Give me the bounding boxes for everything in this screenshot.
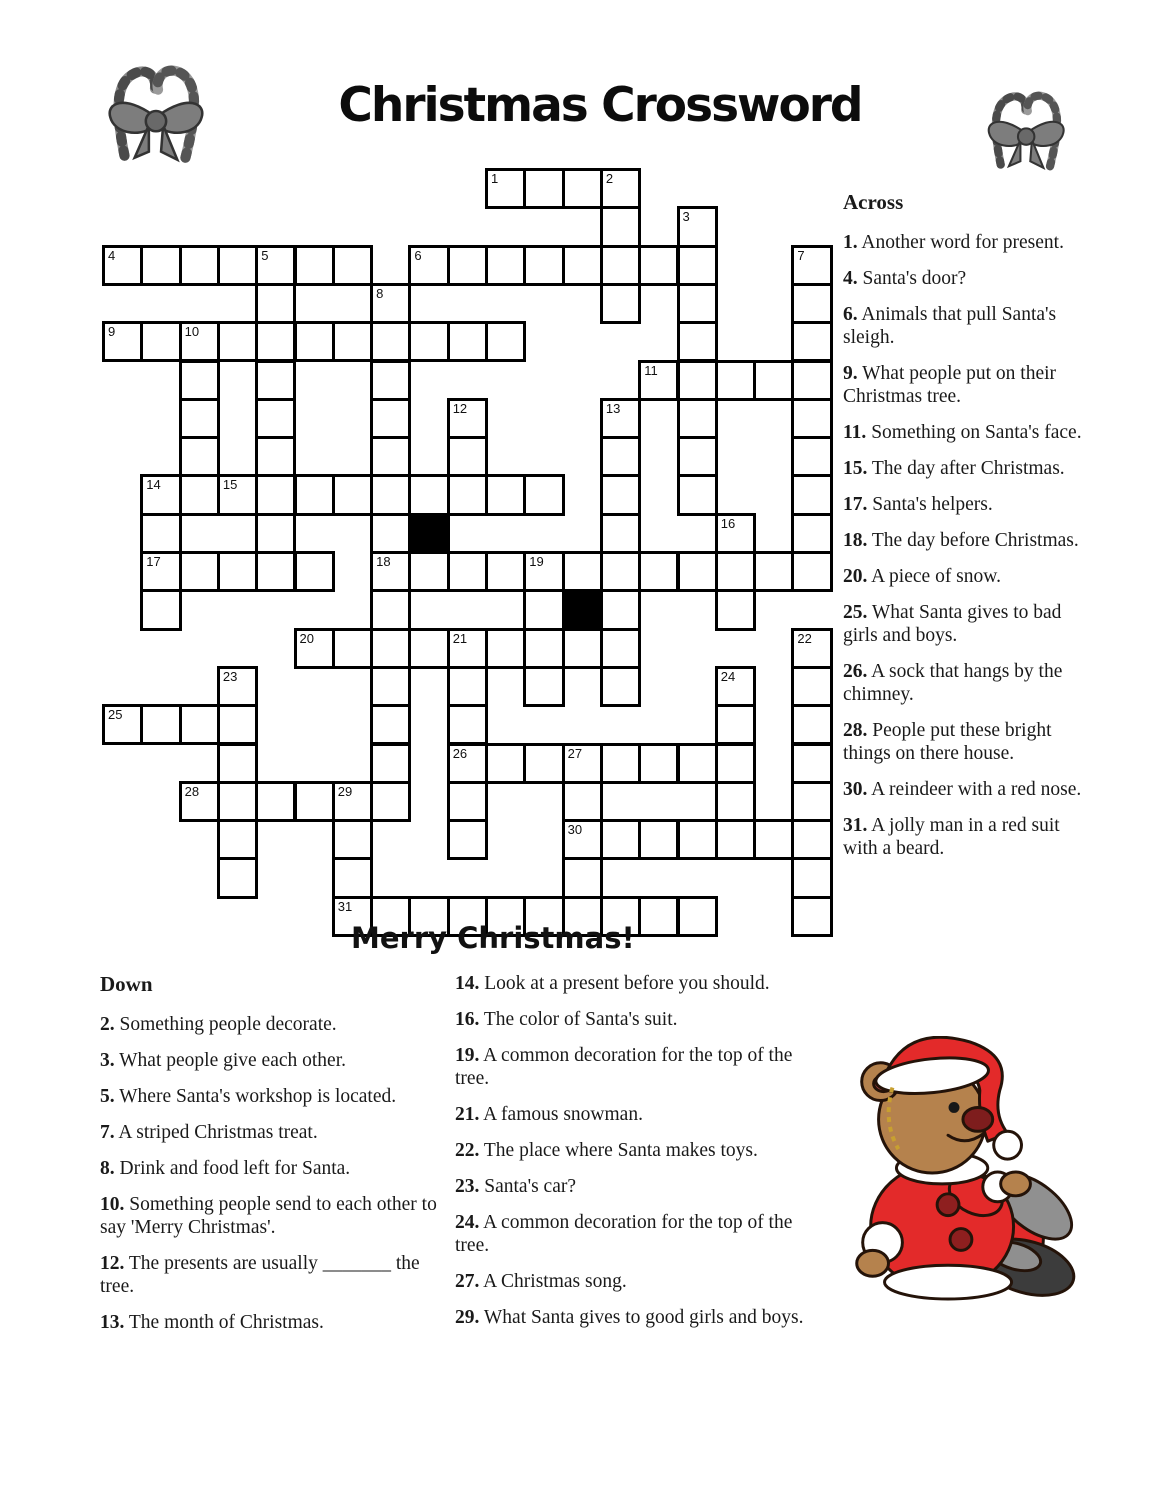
grid-cell[interactable] (677, 474, 718, 515)
grid-cell[interactable] (523, 743, 564, 784)
grid-cell[interactable] (523, 474, 564, 515)
clue-item: 28. People put these bright things on there house. (843, 720, 1052, 764)
cell-number: 24 (720, 668, 736, 684)
clue-item: 16. The color of Santa's suit. (455, 1009, 678, 1030)
cell-number: 5 (261, 247, 269, 263)
clue-item: 7. A striped Christmas treat. (100, 1122, 318, 1143)
grid-cell[interactable] (523, 168, 564, 209)
clue-item: 18. The day before Christmas. (843, 530, 1079, 551)
grid-cell[interactable] (677, 283, 718, 324)
cell-number: 14 (146, 477, 161, 493)
clue-number: 7. (100, 1122, 115, 1143)
cell-number: 26 (452, 745, 468, 761)
grid-cell[interactable] (140, 589, 181, 630)
grid-cell[interactable] (408, 628, 449, 669)
grid-cell[interactable] (102, 704, 143, 745)
grid-cell[interactable] (370, 743, 411, 784)
grid-cell[interactable] (715, 819, 756, 860)
grid-cell[interactable] (370, 628, 411, 669)
grid-cell[interactable] (791, 436, 832, 477)
grid-cell[interactable] (562, 743, 603, 784)
grid-cell[interactable] (523, 589, 564, 630)
grid-cell[interactable] (102, 245, 143, 286)
clue-number: 15. (843, 458, 868, 479)
grid-cell[interactable] (217, 781, 258, 822)
grid-cell[interactable] (447, 628, 488, 669)
grid-cell[interactable] (255, 283, 296, 324)
clue-item: 13. The month of Christmas. (100, 1312, 324, 1333)
clue-number: 26. (843, 661, 868, 682)
grid-cell[interactable] (370, 551, 411, 592)
grid-cell[interactable] (600, 436, 641, 477)
grid-cell[interactable] (677, 551, 718, 592)
clue-item: 23. Santa's car? (455, 1176, 577, 1197)
grid-cell[interactable] (753, 819, 794, 860)
clue-number: 17. (843, 494, 868, 515)
grid-cell[interactable] (140, 474, 181, 515)
grid-cell[interactable] (217, 245, 258, 286)
cell-number: 19 (529, 554, 544, 569)
grid-cell[interactable] (408, 474, 449, 515)
grid-cell[interactable] (294, 781, 335, 822)
cell-number: 16 (720, 515, 736, 531)
grid-cell[interactable] (638, 896, 679, 937)
grid-cell[interactable] (562, 628, 603, 669)
grid-cell[interactable] (332, 245, 373, 286)
grid-cell[interactable] (255, 398, 296, 439)
grid-cell[interactable] (447, 245, 488, 286)
grid-cell[interactable] (715, 781, 756, 822)
grid-cell[interactable] (485, 743, 526, 784)
grid-cell[interactable] (715, 743, 756, 784)
clue-number: 30. (843, 779, 868, 800)
grid-cell[interactable] (753, 551, 794, 592)
cell-number: 31 (337, 898, 353, 914)
grid-cell[interactable] (255, 321, 296, 362)
grid-cell[interactable] (332, 628, 373, 669)
clue-item: 24. A common decoration for the top of the tree. (455, 1212, 793, 1256)
cell-number: 25 (108, 707, 123, 723)
grid-cell[interactable] (791, 283, 832, 324)
grid-cell[interactable] (791, 551, 832, 592)
grid-cell[interactable] (217, 819, 258, 860)
grid-cell[interactable] (791, 474, 832, 515)
candy-canes-icon (976, 78, 1078, 182)
grid-cell[interactable] (255, 781, 296, 822)
grid-cell[interactable] (255, 360, 296, 401)
grid-cell[interactable] (523, 551, 564, 592)
down-clues-column-2-section (455, 972, 817, 1342)
grid-cell[interactable] (179, 360, 220, 401)
clue-item: 25. What Santa gives to bad girls and boys. (843, 602, 1062, 646)
grid-cell[interactable] (715, 360, 756, 401)
grid-cell[interactable] (447, 436, 488, 477)
cell-number: 17 (146, 554, 161, 569)
clue-item: 27. A Christmas song. (455, 1271, 627, 1292)
clue-item: 30. A reindeer with a red nose. (843, 779, 1082, 800)
grid-cell[interactable] (638, 551, 679, 592)
grid-cell[interactable] (179, 245, 220, 286)
across-clues-section (843, 190, 1086, 873)
grid-cell[interactable] (140, 551, 181, 592)
clue-number: 13. (100, 1312, 125, 1333)
grid-cell[interactable] (715, 551, 756, 592)
grid-cell[interactable] (677, 743, 718, 784)
grid-cell[interactable] (562, 819, 603, 860)
grid-cell[interactable] (294, 245, 335, 286)
grid-cell[interactable] (294, 474, 335, 515)
grid-cell[interactable] (791, 743, 832, 784)
grid-cell[interactable] (753, 360, 794, 401)
grid-cell[interactable] (447, 398, 488, 439)
cell-number: 9 (108, 324, 116, 340)
across-header: Across (843, 190, 904, 214)
grid-cell[interactable] (715, 589, 756, 630)
grid-cell[interactable] (600, 513, 641, 554)
grid-cell[interactable] (217, 666, 258, 707)
cell-number: 30 (567, 822, 583, 838)
grid-cell[interactable] (600, 628, 641, 669)
clue-number: 1. (843, 232, 858, 253)
grid-cell[interactable] (370, 589, 411, 630)
grid-cell[interactable] (791, 704, 832, 745)
grid-cell[interactable] (677, 360, 718, 401)
clue-number: 3. (100, 1050, 115, 1071)
cell-number: 4 (108, 247, 116, 263)
grid-cell[interactable] (791, 513, 832, 554)
grid-cell[interactable] (370, 398, 411, 439)
grid-cell[interactable] (677, 206, 718, 247)
cell-number: 29 (337, 783, 353, 799)
grid-cell[interactable] (179, 781, 220, 822)
cell-number: 11 (644, 362, 658, 378)
grid-cell[interactable] (523, 245, 564, 286)
clue-number: 12. (100, 1253, 125, 1274)
clue-number: 4. (843, 268, 858, 289)
grid-cell[interactable] (294, 321, 335, 362)
cell-number: 1 (491, 171, 499, 186)
clue-item: 20. A piece of snow. (843, 566, 1001, 587)
grid-cell[interactable] (255, 551, 296, 592)
across-clues-list (843, 231, 1086, 860)
clue-item: 29. What Santa gives to good girls and boys. (455, 1307, 804, 1328)
clue-number: 19. (455, 1045, 480, 1066)
grid-cell[interactable] (447, 666, 488, 707)
cell-number: 3 (682, 209, 690, 225)
grid-cell[interactable] (140, 245, 181, 286)
grid-cell[interactable] (370, 666, 411, 707)
grid-cell[interactable] (485, 628, 526, 669)
clue-item: 10. Something people send to each other to say 'Merry Christmas'. (100, 1194, 437, 1238)
grid-cell[interactable] (408, 245, 449, 286)
clue-number: 8. (100, 1158, 115, 1179)
grid-cell[interactable] (370, 513, 411, 554)
grid-cell[interactable] (294, 551, 335, 592)
grid-cell[interactable] (370, 283, 411, 324)
grid-cell[interactable] (370, 436, 411, 477)
grid-cell[interactable] (179, 398, 220, 439)
grid-cell[interactable] (600, 398, 641, 439)
grid-cell[interactable] (332, 321, 373, 362)
down-header: Down (100, 972, 153, 996)
grid-cell[interactable] (255, 474, 296, 515)
grid-cell[interactable] (677, 819, 718, 860)
grid-cell[interactable] (638, 245, 679, 286)
cell-number: 27 (567, 745, 583, 761)
cell-number: 6 (414, 247, 422, 263)
grid-cell[interactable] (179, 436, 220, 477)
cell-number: 28 (184, 783, 200, 799)
clue-item: 1. Another word for present. (843, 232, 1064, 253)
grid-cell[interactable] (791, 819, 832, 860)
down-clues-column-2 (455, 972, 817, 1329)
cell-number: 22 (797, 630, 812, 646)
clue-number: 31. (843, 815, 868, 836)
grid-cell[interactable] (791, 628, 832, 669)
grid-cell[interactable] (600, 474, 641, 515)
grid-cell[interactable] (715, 666, 756, 707)
grid-cell[interactable] (791, 245, 832, 286)
grid-cell[interactable] (447, 819, 488, 860)
clue-item: 22. The place where Santa makes toys. (455, 1140, 758, 1161)
grid-cell[interactable] (562, 245, 603, 286)
grid-cell-black (562, 589, 603, 630)
clue-item: 5. Where Santa's workshop is located. (100, 1086, 397, 1107)
clue-item: 9. What people put on their Christmas tree. (843, 363, 1057, 407)
grid-cell[interactable] (217, 857, 258, 898)
grid-cell[interactable] (791, 360, 832, 401)
grid-cell[interactable] (523, 666, 564, 707)
clue-number: 2. (100, 1014, 115, 1035)
clue-item: 3. What people give each other. (100, 1050, 347, 1071)
grid-cell[interactable] (255, 436, 296, 477)
grid-cell[interactable] (715, 513, 756, 554)
clue-number: 5. (100, 1086, 115, 1107)
grid-cell[interactable] (408, 321, 449, 362)
clue-number: 9. (843, 363, 858, 384)
cell-number: 10 (184, 324, 200, 340)
grid-cell[interactable] (562, 168, 603, 209)
clue-number: 25. (843, 602, 868, 623)
grid-cell[interactable] (638, 743, 679, 784)
clue-item: 15. The day after Christmas. (843, 458, 1065, 479)
grid-cell[interactable] (255, 513, 296, 554)
grid-cell[interactable] (140, 321, 181, 362)
cell-number: 21 (452, 630, 468, 646)
grid-cell[interactable] (447, 321, 488, 362)
grid-cell[interactable] (294, 628, 335, 669)
merry-christmas-text: Merry Christmas! (351, 921, 635, 955)
clue-item: 17. Santa's helpers. (843, 494, 993, 515)
grid-cell[interactable] (332, 819, 373, 860)
teddy-bear-icon (826, 1036, 1084, 1304)
grid-cell[interactable] (562, 857, 603, 898)
grid-cell[interactable] (447, 781, 488, 822)
grid-cell[interactable] (677, 436, 718, 477)
grid-cell[interactable] (600, 551, 641, 592)
cell-number: 8 (376, 285, 384, 301)
clue-number: 11. (843, 422, 867, 443)
clue-item: 6. Animals that pull Santa's sleigh. (843, 304, 1057, 348)
grid-cell[interactable] (332, 474, 373, 515)
clue-number: 18. (843, 530, 868, 551)
grid-cell[interactable] (562, 781, 603, 822)
clue-number: 27. (455, 1271, 480, 1292)
grid-cell[interactable] (523, 628, 564, 669)
grid-cell[interactable] (447, 704, 488, 745)
clue-number: 29. (455, 1307, 480, 1328)
grid-cell[interactable] (370, 474, 411, 515)
grid-cell[interactable] (677, 398, 718, 439)
down-clues-column-1 (100, 1013, 438, 1334)
clue-number: 20. (843, 566, 868, 587)
grid-cell[interactable] (485, 474, 526, 515)
clue-number: 10. (100, 1194, 125, 1215)
grid-cell[interactable] (370, 360, 411, 401)
clue-item: 26. A sock that hangs by the chimney. (843, 661, 1063, 705)
clue-number: 23. (455, 1176, 480, 1197)
clue-number: 24. (455, 1212, 480, 1233)
clue-item: 11. Something on Santa's face. (843, 422, 1082, 443)
cell-number: 18 (376, 554, 391, 569)
grid-cell[interactable] (600, 245, 641, 286)
clue-item: 4. Santa's door? (843, 268, 967, 289)
grid-cell[interactable] (600, 168, 641, 209)
clue-item: 14. Look at a present before you should. (455, 973, 770, 994)
grid-cell[interactable] (485, 321, 526, 362)
grid-cell[interactable] (140, 704, 181, 745)
grid-cell[interactable] (332, 857, 373, 898)
grid-cell[interactable] (562, 551, 603, 592)
grid-cell[interactable] (408, 551, 449, 592)
grid-cell[interactable] (179, 551, 220, 592)
grid-cell[interactable] (447, 474, 488, 515)
grid-cell[interactable] (791, 857, 832, 898)
grid-cell[interactable] (217, 474, 258, 515)
grid-cell[interactable] (677, 321, 718, 362)
clue-item: 31. A jolly man in a red suit with a beard. (843, 815, 1060, 859)
grid-cell[interactable] (485, 245, 526, 286)
grid-cell[interactable] (791, 398, 832, 439)
grid-cell[interactable] (370, 781, 411, 822)
grid-cell[interactable] (600, 283, 641, 324)
clue-number: 14. (455, 973, 480, 994)
cell-number: 20 (299, 630, 314, 646)
grid-cell[interactable] (217, 551, 258, 592)
clue-item: 8. Drink and food left for Santa. (100, 1158, 351, 1179)
clue-item: 2. Something people decorate. (100, 1014, 337, 1035)
clue-number: 6. (843, 304, 858, 325)
cell-number: 12 (452, 400, 468, 416)
grid-cell[interactable] (217, 321, 258, 362)
grid-cell-black (408, 513, 449, 554)
grid-cell[interactable] (677, 896, 718, 937)
candy-canes-icon (94, 54, 220, 172)
grid-cell[interactable] (791, 896, 832, 937)
grid-cell[interactable] (485, 551, 526, 592)
grid-cell[interactable] (447, 743, 488, 784)
grid-cell[interactable] (102, 321, 143, 362)
grid-cell[interactable] (677, 245, 718, 286)
grid-cell[interactable] (332, 781, 373, 822)
clue-item: 19. A common decoration for the top of the tree. (455, 1045, 793, 1089)
grid-cell[interactable] (179, 474, 220, 515)
grid-cell[interactable] (217, 704, 258, 745)
page-title: Christmas Crossword (338, 78, 862, 133)
grid-cell[interactable] (600, 819, 641, 860)
grid-cell[interactable] (600, 589, 641, 630)
clue-number: 21. (455, 1104, 480, 1125)
grid-cell[interactable] (370, 704, 411, 745)
grid-cell[interactable] (179, 704, 220, 745)
clue-item: 21. A famous snowman. (455, 1104, 643, 1125)
clue-number: 16. (455, 1009, 480, 1030)
cell-number: 13 (605, 400, 621, 416)
down-clues-section (100, 972, 438, 1347)
grid-cell[interactable] (447, 551, 488, 592)
grid-cell[interactable] (638, 360, 679, 401)
cell-number: 23 (222, 668, 238, 684)
grid-cell[interactable] (791, 321, 832, 362)
cell-number: 7 (797, 247, 805, 263)
grid-cell[interactable] (600, 666, 641, 707)
grid-cell[interactable] (217, 743, 258, 784)
grid-cell[interactable] (791, 666, 832, 707)
grid-cell[interactable] (600, 743, 641, 784)
grid-cell[interactable] (638, 819, 679, 860)
clue-number: 28. (843, 720, 868, 741)
grid-cell[interactable] (485, 168, 526, 209)
grid-cell[interactable] (179, 321, 220, 362)
cell-number: 15 (222, 477, 238, 493)
clue-number: 22. (455, 1140, 480, 1161)
grid-cell[interactable] (791, 781, 832, 822)
grid-cell[interactable] (255, 245, 296, 286)
grid-cell[interactable] (370, 321, 411, 362)
grid-cell[interactable] (600, 206, 641, 247)
cell-number: 2 (605, 171, 614, 186)
clue-item: 12. The presents are usually _______ the tree. (100, 1253, 420, 1297)
grid-cell[interactable] (140, 513, 181, 554)
grid-cell[interactable] (715, 704, 756, 745)
